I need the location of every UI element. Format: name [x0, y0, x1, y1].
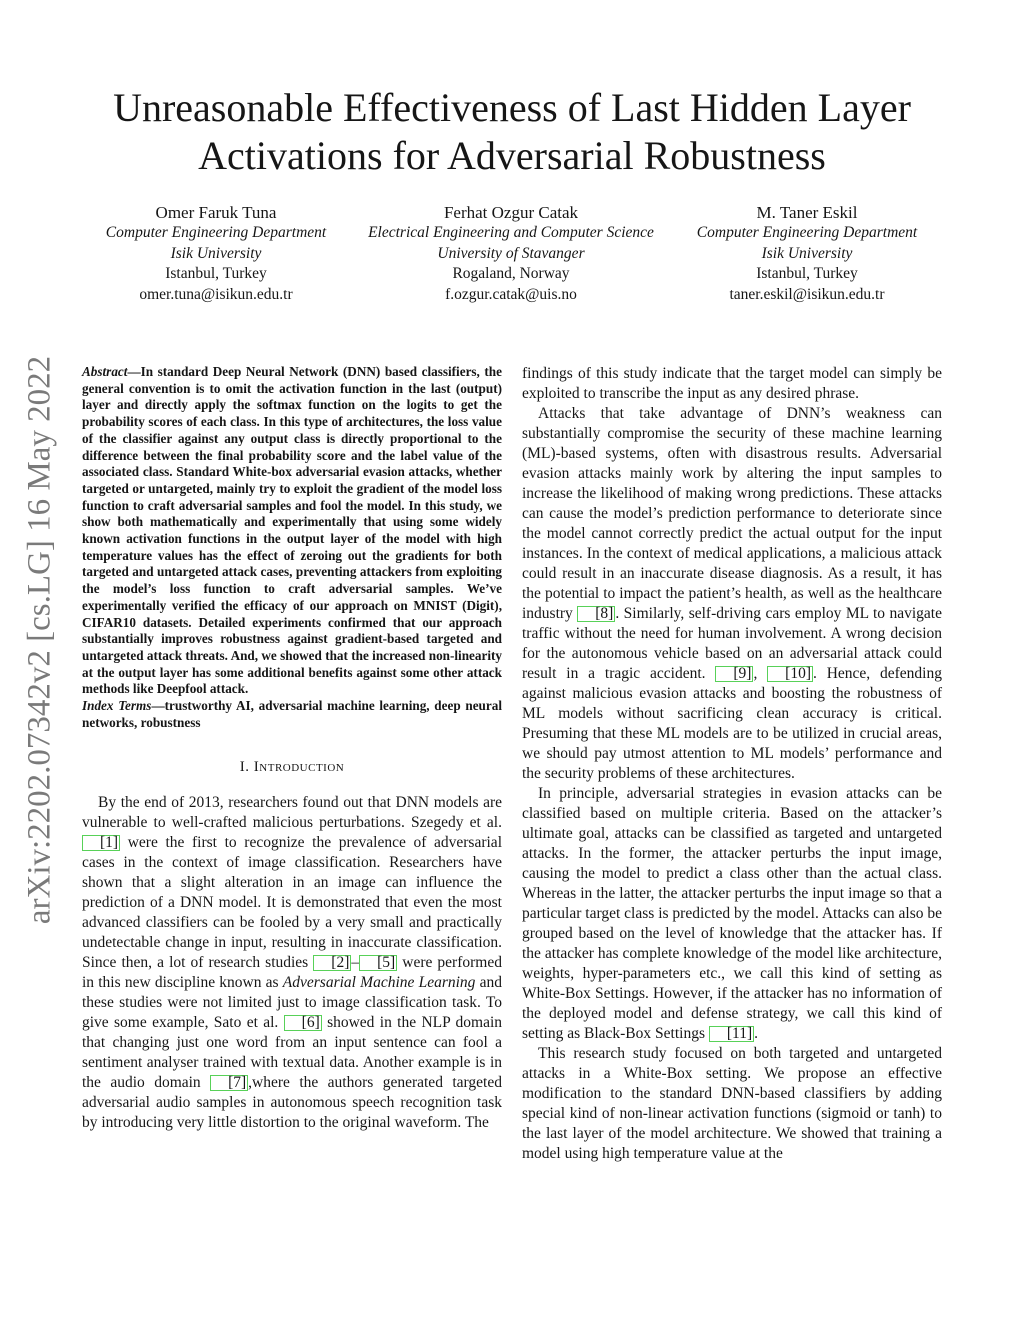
author-location: Istanbul, Turkey — [756, 265, 858, 282]
text-run: ,where the authors generated targeted adversarial audio samples in autonomous speech recognition task by introducing very little distortion to the original waveform. The — [82, 1074, 502, 1132]
title-line-1: Unreasonable Effectiveness of Last Hidden Layer — [113, 85, 911, 130]
arxiv-identifier: arXiv:2202.07342v2 [cs.LG] 16 May 2022 — [21, 355, 58, 925]
abstract-text: —In standard Deep Neural Network (DNN) based classifiers, the general convention is to omit the activation function in the last (output) layer and directly apply the softmax function on the logits to get the probability scores of each class. In this type of architectures, the loss value of the classifier against any output class is directly proportional to the difference between the final probability score and the label value of the associated class. Standard White-box adversarial evasion attacks, whether targeted or untargeted, mainly try to exploit the gradient of the model loss function to craft adversarial samples and fool the model. In this study, we show both mathematically and experimentally that using some widely known activation functions in the output layer of the model with high temperature values has the effect of zeroing out the gradients for both targeted and untargeted attack cases, preventing attackers from exploiting the model’s loss function to craft adversarial samples. We’ve experimentally verified the efficacy of our approach on MNIST (Digit), CIFAR10 datasets. Detailed experiments confirmed that our approach substantially improves robustness against gradient-based targeted and untargeted attack threats. And, we showed that the increased non-linearity at the output layer has some additional benefits against some other attack methods like Deepfool attack. — [82, 364, 502, 697]
author-block-2 — [346, 202, 676, 305]
text-run: were the first to recognize the prevalence of adversarial cases in the context of image classification. Researchers have shown that a slight alteration in an image can influence the prediction of a DNN model. It is demonstrated that even the most advanced classifiers can be fooled by a very small and practically undetectable change in input, resulting in inaccurate classification. Since then, a lot of research studies — [82, 834, 502, 972]
citation-link[interactable]: [6] — [284, 1015, 322, 1031]
author-institution: Isik University — [761, 244, 853, 262]
right-column — [522, 364, 942, 1164]
author-institution: Isik University — [170, 244, 262, 262]
index-terms-text: —trustworthy AI, adversarial machine learning, deep neural networks, robustness — [82, 698, 502, 730]
section-title: Introduction — [253, 759, 345, 776]
index-terms — [82, 698, 502, 731]
citation-link[interactable]: [7] — [210, 1075, 248, 1091]
citation-link[interactable]: [5] — [359, 955, 397, 971]
body-paragraph — [522, 784, 942, 1044]
text-run: Attacks that take advantage of DNN’s weakness can substantially compromise the security of these machine learning (ML)-based systems, often with disastrous results. Adversarial evasion attacks mainly work by altering the input samples to increase the likelihood of making wrong predictions. These attacks can cause the model’s prediction performance to deteriorate since the model cannot correctly predict the actual output for the input instances. In the context of medical applications, a malicious attack could result in an inaccurate disease diagnosis. As a result, it has the potential to impact the patient’s health, as well as the healthcare industry — [522, 405, 942, 622]
author-name: Ferhat Ozgur Catak — [443, 203, 579, 222]
text-run: . Similarly, self-driving cars employ ML to navigate traffic without the need for human involvement. A wrong decision for the autonomous vehicle based on an adversarial attack could result in a tragic accident. — [522, 605, 942, 682]
author-institution: University of Stavanger — [437, 244, 585, 262]
section-heading — [82, 757, 502, 777]
author-location: Istanbul, Turkey — [165, 265, 267, 282]
text-run: . Hence, defending against malicious evasion attacks and boosting the robustness of ML models without sacrificing clean accuracy is critical. Presuming that these ML models are to be utilized in crucial areas, we should pay utmost attention to ML models’ performance and the security problems of these architectures. — [522, 665, 942, 782]
author-email: taner.eskil@isikun.edu.tr — [729, 285, 885, 303]
section-number: I. — [239, 759, 250, 776]
abstract-label: Abstract — [82, 364, 128, 379]
text-run: showed in the NLP domain that changing just one word from an input sentence can fool a sentiment analyser trained with textual data. Another example is in the audio domain — [82, 1014, 502, 1092]
left-column — [82, 364, 502, 1133]
author-department: Computer Engineering Department — [696, 224, 918, 241]
text-run: , — [753, 665, 768, 682]
author-department: Electrical Engineering and Computer Science — [368, 224, 654, 241]
citation-link[interactable]: [9] — [715, 666, 753, 682]
citation-link[interactable]: [10] — [767, 666, 813, 682]
author-department: Computer Engineering Department — [105, 224, 327, 241]
author-block-1 — [51, 202, 381, 305]
emphasized-term: Adversarial Machine Learning — [282, 974, 476, 992]
body-paragraph — [522, 404, 942, 784]
text-run: . — [754, 1025, 758, 1042]
body-paragraph: findings of this study indicate that the target model can simply be exploited to transcribe the input as any desired phrase. — [522, 365, 942, 402]
text-run: By the end of 2013, researchers found out that DNN models are vulnerable to well-crafted malicious perturbations. Szegedy et al. — [82, 794, 502, 832]
citation-link[interactable]: [8] — [577, 606, 615, 622]
text-run: and these studies were not limited just to image classification task. To give some example, Sato et al. — [82, 974, 502, 1032]
citation-link[interactable]: [1] — [82, 835, 120, 851]
author-email: f.ozgur.catak@uis.no — [445, 285, 577, 303]
abstract — [82, 364, 502, 698]
text-run: – — [351, 954, 360, 972]
citation-link[interactable]: [11] — [709, 1026, 754, 1042]
intro-paragraph — [82, 793, 502, 1133]
author-email: omer.tuna@isikun.edu.tr — [139, 285, 293, 303]
text-run: were performed in this new discipline known as — [82, 954, 502, 992]
author-location: Rogaland, Norway — [452, 265, 570, 282]
index-terms-label: Index Terms — [82, 698, 152, 714]
paper-title — [0, 84, 1024, 180]
author-name: Omer Faruk Tuna — [155, 203, 277, 222]
citation-link[interactable]: [2] — [313, 955, 351, 971]
author-name: M. Taner Eskil — [756, 203, 858, 222]
text-run: In principle, adversarial strategies in evasion attacks can be classified based on multiple criteria. Based on the attacker’s ultimate goal, attacks can be classified as targeted and untargeted attacks. In the former, the attacker perturbs the input image, causing the model to predict a class other than the actual class. Whereas in the latter, the attacker perturbs the input image so that a particular target class is predicted by the model. Attacks can also be grouped based on the level of knowledge that the attacker has. If the attacker has complete knowledge of the model like architecture, weights, hyper-parameters etc., we call this kind of setting as White-Box Settings. However, if the attacker has no information of the deployed model and defense strategy, we call this kind of setting as Black-Box Settings — [522, 785, 942, 1042]
title-line-2: Activations for Adversarial Robustness — [198, 133, 826, 178]
author-block-3 — [642, 202, 972, 305]
body-paragraph: This research study focused on both targeted and untargeted attacks in a White-Box setting. We propose an effective modification to the standard DNN-based classifiers by adding special kind of non-linear activation functions (sigmoid or tanh) to the last layer of the model architecture. We showed that training a model using high temperature value at the — [522, 1045, 942, 1162]
